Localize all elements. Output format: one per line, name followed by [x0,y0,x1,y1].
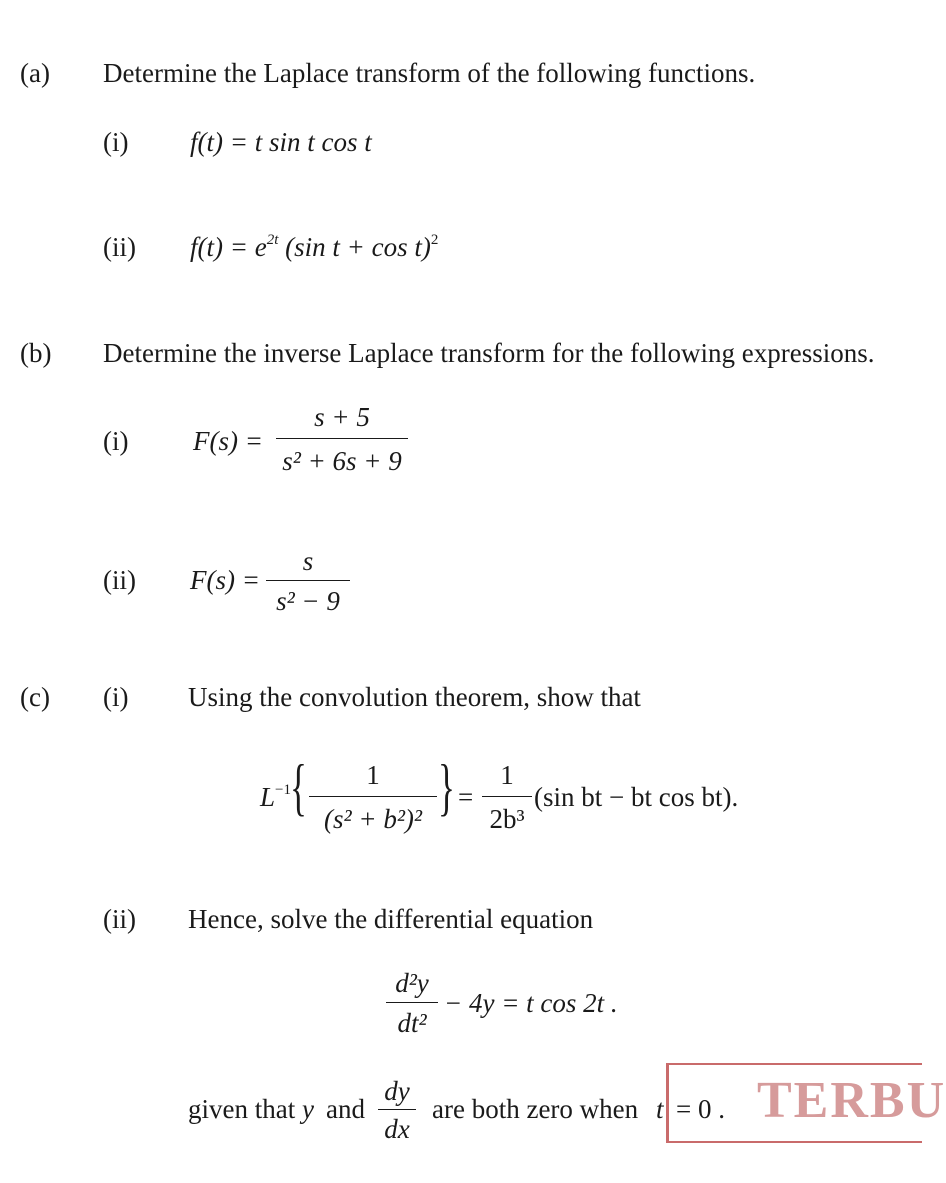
part-a-i-lhs: f(t) [190,127,223,157]
part-a-i-label: (i) [103,127,129,157]
part-a-instruction: Determine the Laplace transform of the following functions. [103,58,756,88]
ode-numerator: d²y [395,968,429,998]
fraction-bar [482,796,532,797]
ode-denominator: dt² [397,1008,427,1038]
part-b-i-denominator: s² + 6s + 9 [282,446,402,476]
part-a-i-rhs: = t sin t cos t [229,127,372,157]
part-a-ii-rest: (sin t + cos t) [285,232,431,262]
part-b-i-fraction [276,404,408,480]
operator-superscript: −1 [275,782,291,798]
part-a-ii-lhs: f(t) [190,232,223,262]
convolution-rhs-denominator: 2b³ [489,804,525,834]
part-b-i-label: (i) [103,426,129,456]
left-brace: { [290,751,307,822]
convolution-lhs-denominator: (s² + b²)² [324,804,422,834]
part-b-label: (b) [20,338,52,368]
part-a-ii-formula [190,234,438,261]
part-b-ii-numerator: s [302,546,314,576]
ode-tail: − 4y = t cos 2t . [444,988,618,1018]
given-cond-var: t [656,1094,664,1124]
given-numerator: dy [384,1076,410,1106]
part-b-i-lhs: F(s) = [193,426,263,456]
part-a-ii-eq: = e [229,232,267,262]
given-and: and [326,1094,365,1124]
part-c-label: (c) [20,682,50,712]
convolution-lhs-fraction [309,762,437,836]
ode-derivative-fraction [386,970,438,1042]
part-b-ii-label: (ii) [103,565,136,595]
given-suffix: are both zero when [432,1094,639,1124]
given-cond-val: = 0 . [676,1094,725,1124]
part-a-ii-power: 2 [430,232,439,248]
part-a-ii-label: (ii) [103,232,136,262]
convolution-rhs-tail: (sin bt − bt cos bt). [534,782,739,812]
inverse-laplace-operator [260,784,291,811]
part-b-ii-denominator: s² − 9 [276,586,340,616]
part-b-ii-lhs: F(s) = [190,565,260,595]
terbuka-stamp-text: TERBU [757,1072,946,1129]
fraction-bar [378,1109,416,1110]
convolution-lhs-numerator: 1 [366,760,380,790]
convolution-rhs-numerator: 1 [500,760,514,790]
part-b-i-numerator: s + 5 [314,402,370,432]
given-var: y [302,1094,314,1124]
convolution-equals: = [458,782,474,812]
fraction-bar [276,438,408,439]
part-b-ii-fraction [266,548,350,620]
part-c-ii-instruction: Hence, solve the differential equation [188,904,594,934]
fraction-bar [266,580,350,581]
part-c-i-label: (i) [103,682,129,712]
convolution-rhs-fraction [482,762,532,836]
part-a-ii-exponent: 2t [266,232,279,248]
operator-symbol: L [260,782,276,812]
given-derivative-fraction [378,1078,416,1150]
part-a-i-formula [190,129,372,156]
part-c-i-instruction: Using the convolution theorem, show that [188,682,641,712]
right-brace: } [438,751,455,822]
given-denominator: dx [384,1114,410,1144]
fraction-bar [386,1002,438,1003]
part-b-instruction: Determine the inverse Laplace transform for the following expressions. [103,338,875,368]
fraction-bar [309,796,437,797]
given-prefix: given that [188,1094,296,1124]
part-c-ii-label: (ii) [103,904,136,934]
part-a-label: (a) [20,58,50,88]
